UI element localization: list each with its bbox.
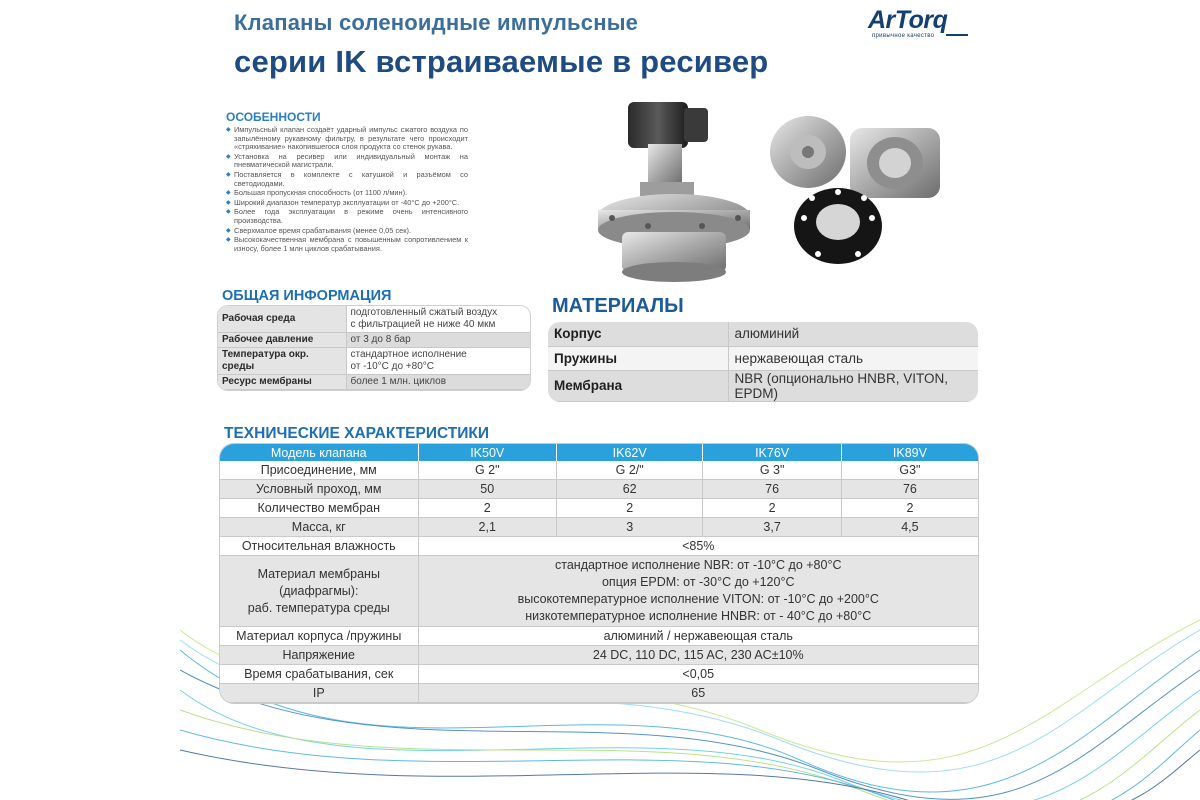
row-label: Масса, кг bbox=[220, 518, 418, 537]
material-key: Корпус bbox=[548, 322, 728, 346]
feature-text: Большая пропускная способность (от 1100 л/мин). bbox=[234, 188, 408, 198]
feature-item bbox=[226, 171, 468, 188]
feature-item bbox=[226, 199, 468, 208]
table-row bbox=[220, 556, 978, 627]
bullet-icon: ◆ bbox=[226, 237, 231, 244]
row-label: Время срабатывания, сек bbox=[220, 665, 418, 684]
feature-text: Высококачественная мембрана с повышенным сопротивлением к износу, более 1 млн циклов срабатывания. bbox=[234, 235, 468, 253]
cell: 2 bbox=[703, 499, 841, 518]
cell: G3" bbox=[841, 461, 978, 480]
feature-item bbox=[226, 189, 468, 198]
row-label: Относительная влажность bbox=[220, 537, 418, 556]
bullet-icon: ◆ bbox=[226, 227, 231, 234]
table-row bbox=[220, 665, 978, 684]
feature-text: Поставляется в комплекте с катушкой и разъёмом со светодиодами. bbox=[234, 169, 468, 188]
row-label: Материал корпуса /пружины bbox=[220, 627, 418, 646]
brand-logo bbox=[868, 6, 972, 46]
table-row bbox=[548, 370, 978, 401]
general-info-title: ОБЩАЯ ИНФОРМАЦИЯ bbox=[222, 288, 392, 304]
valve-parts-image bbox=[768, 108, 950, 266]
bullet-icon: ◆ bbox=[226, 171, 231, 178]
features-list bbox=[226, 126, 468, 254]
bullet-icon: ◆ bbox=[226, 153, 231, 160]
feature-text: Импульсный клапан создаёт ударный импульс сжатого воздуха по запылённому рукавному фильтру, в результате чего происходит «стряхивание» накопившегося слоя продукта со стенок рукава. bbox=[234, 125, 468, 152]
cell: <85% bbox=[418, 537, 978, 556]
bullet-icon: ◆ bbox=[226, 127, 231, 133]
bullet-icon: ◆ bbox=[226, 190, 231, 197]
feature-item bbox=[226, 236, 468, 253]
column-header: Модель клапана bbox=[220, 444, 418, 461]
cell: 2 bbox=[418, 499, 556, 518]
table-header-row bbox=[220, 444, 978, 461]
logo-underline bbox=[946, 34, 968, 36]
general-key: Температура окр. среды bbox=[218, 348, 346, 375]
cell: стандартное исполнение NBR: от -10°С до +80°С опция EPDM: от -30°С до +120°С высокотемпературное исполнение VITON: от -10°С до +200°С низкотемпературное исполнение HNBR: от - 40°С до +80°С bbox=[418, 556, 978, 627]
general-value: подготовленный сжатый воздух с фильтрацией не ниже 40 мкм bbox=[346, 306, 530, 333]
cell: 4,5 bbox=[841, 518, 978, 537]
general-key: Рабочая среда bbox=[218, 306, 346, 333]
bullet-icon: ◆ bbox=[226, 209, 231, 216]
logo-text: ArTorq bbox=[868, 6, 948, 34]
feature-item bbox=[226, 153, 468, 170]
row-label: Количество мембран bbox=[220, 499, 418, 518]
column-header: IK89V bbox=[841, 444, 978, 461]
column-header: IK62V bbox=[556, 444, 702, 461]
features-title: ОСОБЕННОСТИ bbox=[226, 110, 321, 124]
general-key: Рабочее давление bbox=[218, 333, 346, 348]
table-row bbox=[218, 306, 530, 333]
cell: 62 bbox=[556, 480, 702, 499]
cell: 76 bbox=[841, 480, 978, 499]
cell: 2,1 bbox=[418, 518, 556, 537]
title-line-1: Клапаны соленоидные импульсные bbox=[234, 10, 639, 35]
table-row bbox=[220, 499, 978, 518]
general-key: Ресурс мембраны bbox=[218, 375, 346, 390]
tech-specs-table-container bbox=[220, 444, 978, 703]
table-row bbox=[218, 348, 530, 375]
cell: 65 bbox=[418, 684, 978, 703]
feature-text: Широкий диапазон температур эксплуатации от -40°С до +200°С. bbox=[234, 197, 460, 207]
row-label: IP bbox=[220, 684, 418, 703]
general-value: стандартное исполнение от -10°С до +80°С bbox=[346, 348, 530, 375]
cell: 3 bbox=[556, 518, 702, 537]
material-key: Пружины bbox=[548, 346, 728, 370]
table-row bbox=[220, 627, 978, 646]
material-value: NBR (опционально HNBR, VITON, EPDM) bbox=[728, 370, 978, 401]
row-label: Материал мембраны (диафрагмы): раб. температура среды bbox=[220, 556, 418, 627]
feature-text: Установка на ресивер или индивидуальный монтаж на пневматической магистрали. bbox=[234, 151, 468, 170]
material-key: Мембрана bbox=[548, 370, 728, 401]
table-row bbox=[220, 646, 978, 665]
cell: 3,7 bbox=[703, 518, 841, 537]
materials-title: МАТЕРИАЛЫ bbox=[552, 295, 684, 317]
cell: алюминий / нержавеющая сталь bbox=[418, 627, 978, 646]
cell: G 2/" bbox=[556, 461, 702, 480]
column-header: IK50V bbox=[418, 444, 556, 461]
table-row bbox=[218, 375, 530, 390]
row-label: Условный проход, мм bbox=[220, 480, 418, 499]
tech-specs-title: ТЕХНИЧЕСКИЕ ХАРАКТЕРИСТИКИ bbox=[224, 425, 489, 442]
bullet-icon: ◆ bbox=[226, 199, 231, 206]
table-row bbox=[218, 333, 530, 348]
general-info-table bbox=[218, 306, 530, 390]
cell: G 3" bbox=[703, 461, 841, 480]
table-row bbox=[220, 518, 978, 537]
cell: 24 DC, 110 DC, 115 AC, 230 AC±10% bbox=[418, 646, 978, 665]
logo-tagline: привычное качество bbox=[872, 33, 935, 39]
general-value: более 1 млн. циклов bbox=[346, 375, 530, 390]
title-line-2: серии IK встраиваемые в ресивер bbox=[234, 44, 769, 79]
column-header: IK76V bbox=[703, 444, 841, 461]
general-value: от 3 до 8 бар bbox=[346, 333, 530, 348]
cell: 2 bbox=[841, 499, 978, 518]
material-value: алюминий bbox=[728, 322, 978, 346]
feature-text: Сверхмалое время срабатывания (менее 0,05 сек). bbox=[234, 225, 411, 235]
feature-item bbox=[226, 208, 468, 225]
table-row bbox=[220, 461, 978, 480]
row-label: Напряжение bbox=[220, 646, 418, 665]
feature-item bbox=[226, 126, 468, 152]
table-row bbox=[220, 480, 978, 499]
cell: 50 bbox=[418, 480, 556, 499]
cell: G 2" bbox=[418, 461, 556, 480]
cell: <0,05 bbox=[418, 665, 978, 684]
row-label: Присоединение, мм bbox=[220, 461, 418, 480]
materials-table bbox=[548, 322, 978, 402]
valve-product-image bbox=[588, 98, 766, 288]
material-value: нержавеющая сталь bbox=[728, 346, 978, 370]
table-row bbox=[548, 346, 978, 370]
tech-specs-table bbox=[220, 444, 978, 703]
table-row bbox=[220, 537, 978, 556]
feature-item bbox=[226, 227, 468, 236]
cell: 2 bbox=[556, 499, 702, 518]
table-row bbox=[220, 684, 978, 703]
feature-text: Более года эксплуатации в режиме очень интенсивного производства. bbox=[234, 207, 468, 225]
cell: 76 bbox=[703, 480, 841, 499]
table-row bbox=[548, 322, 978, 346]
